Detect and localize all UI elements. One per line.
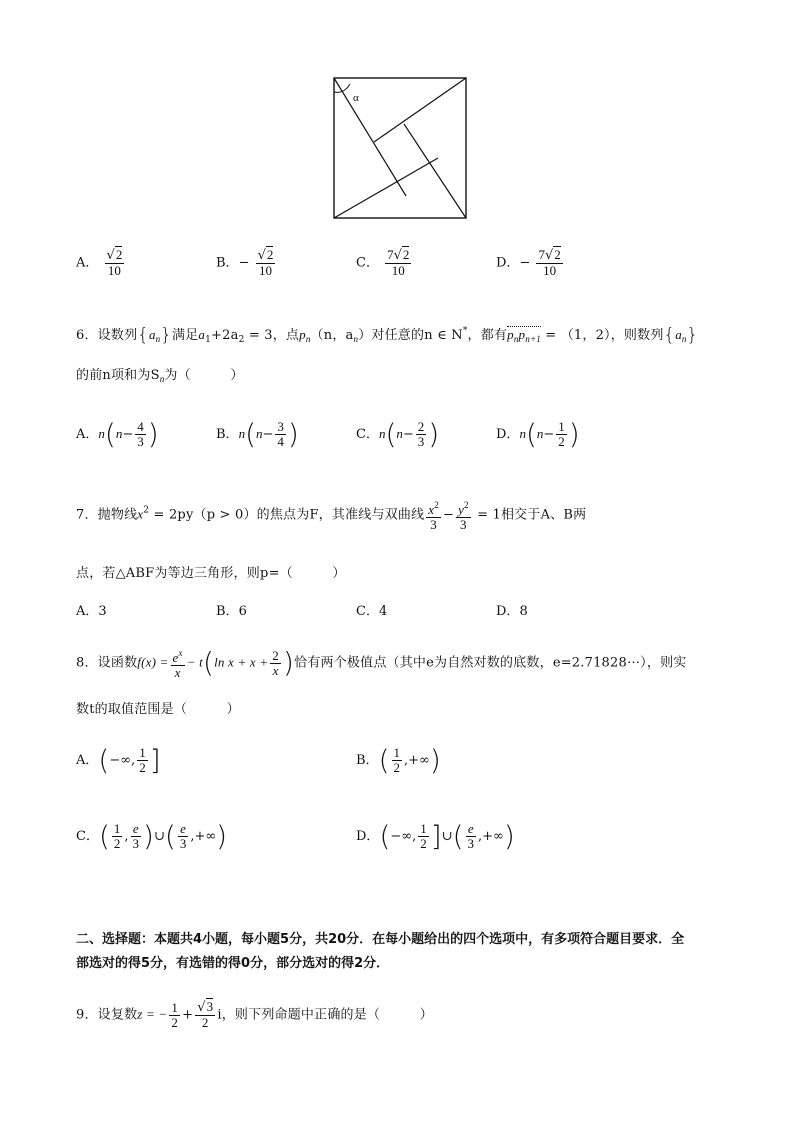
q6-option-d[interactable]: D．n(n− $\frac{1}{2}$ ) [496,417,580,451]
q6-stem-line1: 6．设数列$\{a_n\}$满足$a_1+2a_2 = 3$，点$p_n(n$，$a_n$）对任意的n ∈ N*，都有$p_np_{n+1} = (1$，2），则数列$\{a_n\}$ [76,324,699,346]
q8-option-a[interactable]: A．(−∞, $\frac{1}{2}$ ] [76,743,161,777]
q8-stem-line1: 8．设函数f(x) = $\frac{e^x}{x}$ − t(ln x + x + $\frac{2}{x}$ )恰有两个极值点（其中e为自然对数的底数，e=2.71828⋯），则实 [76,646,687,680]
q6-option-b[interactable]: B．n(n− $\frac{3}{4}$ ) [216,417,299,451]
q7-stem-line1: 7．抛物线$x^2 = 2py(p > 0)$的焦点为F，其准线与双曲线 $\frac{x^2}{3}$ − $\frac{y^2}{3}$ = 1相交于A、B两 [76,500,587,532]
section-2-instructions-line2: 部选对的得5分，有选错的得0分，部分选对的得2分． [76,956,390,971]
q6-option-c[interactable]: C．n(n− $\frac{2}{3}$ ) [356,417,440,451]
segment-top-left [334,78,406,196]
q9-stem: 9．设复数z = − $\frac{1}{2}$ + $\frac{√3}{2}$ i，则下列命题中正确的是（ ） [76,999,433,1030]
q5-option-b[interactable]: B．− $\frac{√2}{10}$ [216,247,274,278]
q7-option-d[interactable]: D．8 [496,604,528,619]
angle-label: α [353,92,359,104]
segment-bottom-right [404,124,466,218]
q5-option-d[interactable]: D．− $\frac{7√2}{10}$ [496,247,561,278]
q8-option-d[interactable]: D．(−∞, $\frac{1}{2}$ ]∪( $\frac{e}{3}$ ,+∞) [356,819,515,853]
angle-arc [334,84,350,92]
q7-option-b[interactable]: B．6 [216,604,247,619]
q6-option-a[interactable]: A．n(n− $\frac{4}{3}$ ) [76,417,159,451]
q8-option-b[interactable]: B．( $\frac{1}{2}$ ,+∞) [356,743,441,777]
segment-bottom-left [334,158,438,218]
q8-option-c[interactable]: C．( $\frac{1}{2}$ , $\frac{e}{3}$ )∪( $\frac{e}{3}$ ,+∞) [76,819,228,853]
q6-stem-line2: 的前n项和为$S_n$为（ ） [76,368,244,384]
section-2-instructions-line1: 二、选择题：本题共4小题，每小题5分，共20分．在每小题给出的四个选项中，有多项符合题目要求．全 [76,932,685,947]
q7-option-c[interactable]: C．4 [356,604,388,619]
segment-top-right [374,78,466,142]
q7-stem-line2: 点，若△ABF为等边三角形，则p=（ ） [76,566,346,581]
vector-pp: $p_np_{n+1}$ [507,327,541,344]
q5-option-a[interactable]: A． $\frac{√2}{10}$ [76,247,123,278]
geometry-figure [326,72,474,224]
q5-option-c[interactable]: C． $\frac{7√2}{10}$ [356,247,410,278]
q8-stem-line2: 数t的取值范围是（ ） [76,702,240,717]
q7-option-a[interactable]: A．3 [76,604,107,619]
